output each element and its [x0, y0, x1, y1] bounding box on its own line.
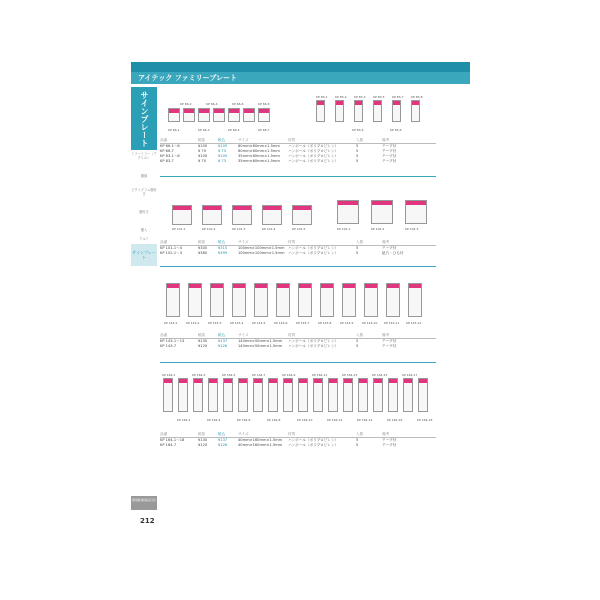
product-code: KP 83-6	[390, 128, 402, 132]
product-code: KP 164-5	[222, 373, 236, 377]
table-cell: ¥130	[198, 339, 208, 343]
table-cell: 税抜	[198, 432, 206, 436]
product-code: KP 143-6	[274, 321, 288, 325]
sign-plate-image	[202, 205, 222, 225]
table-cell: KP 164-1～18	[160, 438, 185, 442]
table-cell: ハンボール（ポリプロピレン）	[288, 443, 339, 447]
sign-plate-image	[388, 378, 398, 412]
table-cell: 5	[356, 144, 359, 148]
sign-plate-header	[184, 109, 194, 113]
section-divider-2	[160, 266, 436, 267]
sidebar-item-2[interactable]: ピクトグラム額付き	[131, 188, 157, 196]
product-code: KP 66-6	[232, 102, 244, 106]
table-cell: 5	[356, 443, 359, 447]
section-1-table	[160, 138, 436, 164]
table-cell: テープ付	[382, 149, 397, 153]
sign-plate-image	[253, 378, 263, 412]
product-code: KP 83-7	[392, 95, 404, 99]
product-code: KP 164-9	[282, 373, 296, 377]
sign-plate-image	[342, 283, 356, 317]
sign-plate-header	[214, 109, 224, 113]
sign-plate-header	[314, 379, 322, 383]
product-code: KP 164-6	[237, 418, 251, 422]
table-cell: KP 83-7	[160, 159, 174, 163]
table-cell: 40mm×160mm×1.5mm	[238, 438, 283, 442]
table-cell: ¥120	[198, 344, 208, 348]
sign-plate-header	[355, 101, 362, 105]
product-code: KP 164-1	[162, 373, 176, 377]
sign-plate-header	[372, 201, 392, 205]
top-color-bar	[131, 62, 470, 72]
product-code: KP 143-7	[296, 321, 310, 325]
table-cell: ¥137	[218, 339, 228, 343]
table-cell: ¥ 70	[198, 159, 207, 163]
product-code: KP 102-3	[405, 227, 419, 231]
sign-plate-image	[418, 378, 428, 412]
sign-plate-header	[284, 379, 292, 383]
product-code: KP 83-4	[352, 128, 364, 132]
table-cell: 備考	[382, 240, 390, 244]
product-code: KP 164-18	[417, 418, 433, 422]
sign-plate-image	[354, 100, 363, 122]
table-cell: 5	[356, 344, 359, 348]
sign-plate-header	[359, 379, 367, 383]
product-code: KP 66-4	[206, 102, 218, 106]
table-cell: ハンボール（ポリプロピレン）	[288, 251, 339, 255]
product-code: KP 164-11	[312, 373, 328, 377]
sign-plate-image	[403, 378, 413, 412]
product-code: KP 143-11	[384, 321, 400, 325]
table-cell: ¥ 73	[218, 149, 227, 153]
table-cell: 税抜	[198, 138, 206, 142]
sign-plate-header	[255, 284, 267, 288]
page-number: 212	[140, 517, 155, 525]
product-code: KP 66-5	[228, 128, 240, 132]
product-code: KP 164-17	[402, 373, 418, 377]
table-cell: ¥380	[198, 251, 208, 255]
table-cell: テープ付	[382, 344, 397, 348]
table-cell: KP 164-7	[160, 443, 177, 447]
product-code: KP 66-8	[258, 102, 270, 106]
table-cell: テープ付	[382, 144, 397, 148]
sign-plate-header	[169, 109, 179, 113]
sign-plate-header	[329, 379, 337, 383]
table-cell: テープ付	[382, 443, 397, 447]
sign-plate-image	[163, 378, 173, 412]
sign-plate-image	[298, 283, 312, 317]
table-cell: 品番	[160, 138, 168, 142]
table-cell: 入数	[356, 432, 364, 436]
product-code: KP 164-8	[267, 418, 281, 422]
sign-plate-image	[193, 378, 203, 412]
sidebar-item-1[interactable]: 額縁	[140, 174, 148, 178]
table-cell: サイズ	[238, 240, 249, 244]
table-cell: 材質	[288, 240, 296, 244]
sign-plate-image	[268, 378, 278, 412]
table-cell: ¥ 73	[218, 159, 227, 163]
table-row	[160, 344, 436, 349]
table-cell: サイズ	[238, 432, 249, 436]
table-cell: 35mm×60mm×1.5mm	[238, 159, 280, 163]
product-code: KP 143-4	[230, 321, 244, 325]
sign-plate-image	[213, 108, 225, 122]
table-cell: ¥100	[198, 144, 208, 148]
table-cell: KP 66-1～6	[160, 144, 180, 148]
table-cell: 税抜	[198, 333, 206, 337]
table-cell: ハンボール（ポリプロピレン）	[288, 438, 339, 442]
sign-plate-image	[320, 283, 334, 317]
product-code: KP 83-8	[411, 95, 423, 99]
product-code: KP 66-2	[180, 102, 192, 106]
sign-plate-image	[258, 108, 270, 122]
sign-plate-header	[343, 284, 355, 288]
sign-plate-header	[336, 101, 343, 105]
sign-plate-header	[209, 379, 217, 383]
sign-plate-image	[232, 205, 252, 225]
sign-plate-image	[238, 378, 248, 412]
table-cell: ¥105	[218, 144, 228, 148]
sign-plate-image	[178, 378, 188, 412]
product-code: KP 143-3	[208, 321, 222, 325]
table-cell: 備考	[382, 432, 390, 436]
table-cell: KP 83-1～6	[160, 154, 180, 158]
sign-plate-header	[199, 109, 209, 113]
table-cell: サイズ	[238, 138, 249, 142]
section-divider-1	[160, 176, 436, 177]
table-cell: ¥100	[198, 154, 208, 158]
table-cell: 5	[356, 251, 359, 255]
product-code: KP 164-15	[372, 373, 388, 377]
sidebar-item-3[interactable]: 額付き	[139, 210, 149, 214]
sign-plate-image	[188, 283, 202, 317]
sign-plate-header	[387, 284, 399, 288]
product-code: KP 83-3	[354, 95, 366, 99]
sign-plate-image	[276, 283, 290, 317]
section-3-table	[160, 333, 436, 349]
sidebar-item-4[interactable]: 額入	[140, 228, 148, 232]
sign-plate-header	[344, 379, 352, 383]
product-code: KP 83-1	[316, 95, 328, 99]
product-code: KP 164-3	[192, 373, 206, 377]
table-cell: KP 102-1～3	[160, 251, 182, 255]
sidebar-item-0[interactable]: ミラーミラー（アクリル）	[131, 152, 157, 160]
sign-plate-header	[194, 379, 202, 383]
sidebar-item-5[interactable]: アルミ	[139, 237, 149, 241]
product-code: KP 164-12	[327, 418, 343, 422]
section-divider-3	[160, 362, 436, 363]
table-cell: ハンボール（ポリプロピレン）	[288, 154, 339, 158]
table-cell: 税込	[218, 138, 226, 142]
page-title: アイテック ファミリープレート	[138, 74, 238, 82]
product-code: KP 101-5	[292, 227, 306, 231]
table-cell: 5	[356, 159, 359, 163]
sign-plate-header	[233, 206, 251, 210]
table-cell: ¥120	[198, 443, 208, 447]
table-cell: テープ付	[382, 246, 397, 250]
table-cell: 品番	[160, 432, 168, 436]
sign-plate-image	[328, 378, 338, 412]
table-cell: ¥126	[218, 344, 228, 348]
sign-plate-header	[224, 379, 232, 383]
sign-plate-image	[292, 205, 312, 225]
sign-plate-image	[358, 378, 368, 412]
table-cell: 5	[356, 149, 359, 153]
table-cell: ハンボール（ポリプロピレン）	[288, 159, 339, 163]
sign-plate-header	[338, 201, 358, 205]
sign-plate-header	[365, 284, 377, 288]
table-cell: 60mm×60mm×1.5mm	[238, 149, 280, 153]
sign-plate-header	[321, 284, 333, 288]
sign-plate-image	[232, 283, 246, 317]
table-cell: KP 101-1～4	[160, 246, 182, 250]
sign-plate-image	[298, 378, 308, 412]
product-code: KP 164-14	[357, 418, 373, 422]
table-cell: 140mm×50mm×1.5mm	[238, 344, 283, 348]
sign-plate-image	[243, 108, 255, 122]
sign-plate-header	[404, 379, 412, 383]
sign-plate-image	[166, 283, 180, 317]
table-cell: KP 143-7	[160, 344, 177, 348]
table-cell: ハンボール（ポリプロピレン）	[288, 246, 339, 250]
sign-plate-header	[419, 379, 427, 383]
sign-plate-header	[269, 379, 277, 383]
sign-plate-image	[371, 200, 393, 224]
sign-plate-header	[317, 101, 324, 105]
table-cell: テープ付	[382, 339, 397, 343]
sign-plate-header	[173, 206, 191, 210]
table-cell: 税込	[218, 240, 226, 244]
product-code: KP 83-2	[335, 95, 347, 99]
sign-plate-header	[409, 284, 421, 288]
sign-plate-image	[411, 100, 420, 122]
product-code: KP 143-1	[164, 321, 178, 325]
table-cell: 40mm×160mm×1.5mm	[238, 443, 283, 447]
table-cell: ¥ 70	[198, 149, 207, 153]
table-cell: 入数	[356, 138, 364, 142]
product-code: KP 164-7	[252, 373, 266, 377]
product-code: KP 164-16	[387, 418, 403, 422]
table-cell: KP 66-7	[160, 149, 174, 153]
table-cell: 60mm×60mm×1.5mm	[238, 144, 280, 148]
table-cell: 35mm×60mm×1.5mm	[238, 154, 280, 158]
product-code: KP 83-5	[373, 95, 385, 99]
table-cell: 品番	[160, 240, 168, 244]
sign-plate-image	[373, 378, 383, 412]
sign-plate-image	[172, 205, 192, 225]
sign-plate-header	[393, 101, 400, 105]
table-cell: ¥126	[218, 443, 228, 447]
product-code: KP 164-4	[207, 418, 221, 422]
table-cell: ハンボール（ポリプロピレン）	[288, 344, 339, 348]
product-code: KP 66-3	[198, 128, 210, 132]
product-code: KP 102-2	[371, 227, 385, 231]
sign-plate-image	[208, 378, 218, 412]
table-cell: ¥315	[218, 246, 228, 250]
table-cell: サイズ	[238, 333, 249, 337]
table-cell: 入数	[356, 240, 364, 244]
table-cell: 税込	[218, 432, 226, 436]
sign-plate-image	[254, 283, 268, 317]
product-code: KP 164-2	[177, 418, 191, 422]
sign-plate-image	[198, 108, 210, 122]
sidebar-item-active[interactable]: サインプレート	[131, 244, 157, 266]
sign-plate-image	[223, 378, 233, 412]
sign-plate-image	[337, 200, 359, 224]
sign-plate-image	[405, 200, 427, 224]
table-cell: 備考	[382, 333, 390, 337]
product-code: KP 101-3	[232, 227, 246, 231]
sign-plate-header	[293, 206, 311, 210]
sign-plate-header	[389, 379, 397, 383]
product-code: KP 143-8	[318, 321, 332, 325]
table-cell: テープ付	[382, 159, 397, 163]
sign-plate-header	[254, 379, 262, 383]
sign-plate-header	[244, 109, 254, 113]
table-cell: 5	[356, 339, 359, 343]
sign-plate-image	[210, 283, 224, 317]
product-code: KP 66-1	[168, 128, 180, 132]
product-code: KP 101-1	[172, 227, 186, 231]
product-code: KP 143-10	[362, 321, 378, 325]
sign-plate-header	[211, 284, 223, 288]
table-cell: 税抜	[198, 240, 206, 244]
sign-plate-image	[373, 100, 382, 122]
sign-plate-image	[335, 100, 344, 122]
table-cell: 材質	[288, 333, 296, 337]
table-cell: 備考	[382, 138, 390, 142]
table-row	[160, 159, 436, 164]
sign-plate-image	[364, 283, 378, 317]
sign-plate-header	[412, 101, 419, 105]
table-cell: 紐穴・ひも付	[382, 251, 404, 255]
table-cell: ハンボール（ポリプロピレン）	[288, 144, 339, 148]
table-cell: ¥300	[198, 246, 208, 250]
sign-plate-image	[313, 378, 323, 412]
product-code: KP 164-13	[342, 373, 358, 377]
sign-plate-header	[203, 206, 221, 210]
table-cell: テープ付	[382, 438, 397, 442]
sign-plate-header	[167, 284, 179, 288]
table-cell: 5	[356, 154, 359, 158]
table-cell: ¥105	[218, 154, 228, 158]
sign-plate-header	[374, 101, 381, 105]
product-code: KP 102-1	[337, 227, 351, 231]
sign-plate-header	[189, 284, 201, 288]
table-cell: 税込	[218, 333, 226, 337]
sign-plate-header	[299, 379, 307, 383]
sign-plate-image	[183, 108, 195, 122]
sign-plate-header	[239, 379, 247, 383]
sign-plate-header	[277, 284, 289, 288]
table-cell: 品番	[160, 333, 168, 337]
sign-plate-image	[408, 283, 422, 317]
section-4-table	[160, 432, 436, 448]
table-cell: 100mm×100mm×1.5mm	[238, 251, 285, 255]
product-code: KP 66-7	[258, 128, 270, 132]
table-cell: 140mm×50mm×1.5mm	[238, 339, 283, 343]
table-cell: 5	[356, 438, 359, 442]
sign-plate-header	[374, 379, 382, 383]
sign-plate-image	[283, 378, 293, 412]
sidebar-bottom-box[interactable]: 環境配慮商品目次	[131, 496, 157, 510]
table-cell: 100mm×100mm×1.5mm	[238, 246, 285, 250]
sign-plate-header	[233, 284, 245, 288]
sign-plate-header	[259, 109, 269, 113]
table-cell: ¥130	[198, 438, 208, 442]
table-row	[160, 443, 436, 448]
sign-plate-header	[263, 206, 281, 210]
sign-plate-header	[164, 379, 172, 383]
sign-plate-image	[386, 283, 400, 317]
table-cell: ハンボール（ポリプロピレン）	[288, 149, 339, 153]
sidebar-tab-sign-plate[interactable]: サインプレート	[131, 87, 157, 150]
table-row	[160, 251, 436, 256]
product-code: KP 143-12	[406, 321, 422, 325]
sign-plate-header	[179, 379, 187, 383]
sign-plate-image	[343, 378, 353, 412]
table-cell: ¥399	[218, 251, 228, 255]
table-cell: 入数	[356, 333, 364, 337]
table-cell: 5	[356, 246, 359, 250]
sign-plate-header	[229, 109, 239, 113]
product-code: KP 101-4	[262, 227, 276, 231]
sign-plate-header	[299, 284, 311, 288]
table-cell: ¥137	[218, 438, 228, 442]
sign-plate-image	[168, 108, 180, 122]
table-cell: 材質	[288, 432, 296, 436]
table-cell: KP 143-1～13	[160, 339, 185, 343]
sign-plate-image	[262, 205, 282, 225]
product-code: KP 143-2	[186, 321, 200, 325]
table-cell: 材質	[288, 138, 296, 142]
table-cell: ハンボール（ポリプロピレン）	[288, 339, 339, 343]
sign-plate-image	[392, 100, 401, 122]
sign-plate-image	[228, 108, 240, 122]
sign-plate-header	[406, 201, 426, 205]
table-cell: テープ付	[382, 154, 397, 158]
product-code: KP 164-10	[297, 418, 313, 422]
section-2-table	[160, 240, 436, 256]
product-code: KP 143-9	[340, 321, 354, 325]
product-code: KP 101-2	[202, 227, 216, 231]
product-code: KP 143-5	[252, 321, 266, 325]
sign-plate-image	[316, 100, 325, 122]
